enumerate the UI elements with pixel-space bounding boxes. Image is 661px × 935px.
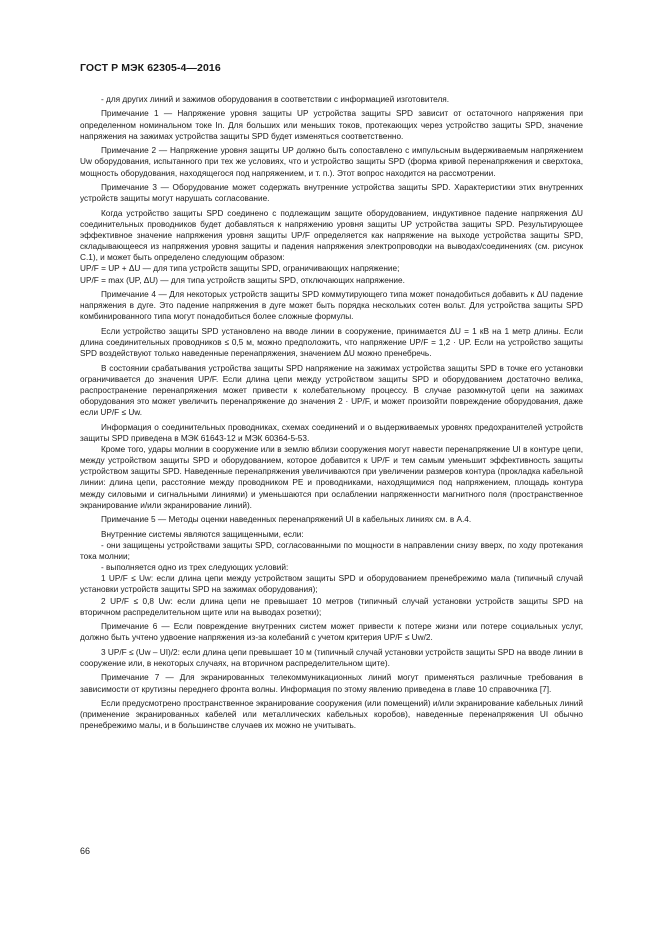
note-1: Примечание 1 — Напряжение уровня защиты UP устройства защиты SPD зависит от остаточного напряжения при определенном номинальном токе In. Для больших или меньших токов, протекающих через устройство защиты SPD, значение напряжения на зажимах устройства защиты SPD будет изменяться соответственно.: [80, 109, 583, 141]
paragraph-induced-overvoltage: Кроме того, удары молнии в сооружение или в землю вблизи сооружения могут навести перенапряжение UI в контуре цепи, между устройством защиты SPD и оборудованием, которое добавится к UP/F и тем самым уменьшит эффективность защиты устройством защиты SPD. Наведенные перенапряжения увеличиваются при увеличении размеров контура (прокладка кабельной линии: длина цепи, расстояние между проводником PE и проводниками, находящимися под напряжением, площадь контура между силовыми и сигнальными линиями) и уменьшаются при ослаблении напряженности магнитного поля (пространственное экранирование и/или экранирование линий).: [80, 444, 583, 510]
paragraph-protected-if: Внутренние системы являются защищенными, если:: [101, 529, 304, 539]
paragraph-info-reference: Информация о соединительных проводниках, схемах соединений и о выдерживаемых уровнях предохранителей устройств защиты SPD приведена в МЭК 61643-12 и МЭК 60364-5-53.: [80, 422, 583, 443]
note-5: Примечание 5 — Методы оценки наведенных перенапряжений UI в кабельных линиях см. в А.4.: [101, 515, 472, 525]
document-header: ГОСТ Р МЭК 62305-4—2016: [80, 62, 221, 74]
page-number: 66: [80, 846, 91, 856]
paragraph-line-entry: Если устройство защиты SPD установлено на вводе линии в сооружение, принимается ΔU = 1 кВ на 1 метр длины. Если длина соединительных проводников ≤ 0,5 м, можно предположить, что напряжение UP/F = 1,2 · UP. Если на устройство защиты SPD воздействуют только наведенные перенапряжения, значением ΔU можно пренебречь.: [80, 326, 583, 359]
list-item-conditions: - выполняется одно из трех следующих условий:: [101, 563, 289, 573]
condition-1: 1 UP/F ≤ Uw: если длина цепи между устройством защиты SPD и оборудованием пренебрежимо мала (типичный случай установки устройств защиты SPD на зажимах оборудования);: [80, 574, 583, 595]
note-7: Примечание 7 — Для экранированных телекоммуникационных линий могут применяться различные требования в зависимости от крутизны переднего фронта волны. Информация по этому явлению приведена в главе 10 справочника [7].: [80, 673, 583, 694]
list-item-coordinated: - они защищены устройствами защиты SPD, согласованными по мощности в направлении снизу вверх, по ходу протекания тока молнии;: [80, 540, 583, 561]
condition-2: 2 UP/F ≤ 0,8 Uw: если длина цепи не превышает 10 метров (типичный случай установки устройств защиты SPD на вторичном распределительном щите или на выводах розетки);: [80, 596, 583, 617]
note-6: Примечание 6 — Если повреждение внутренних систем может привести к потере жизни или потере социальных услуг, должно быть учтено удвоение напряжения из-за колебаний с учетом критерия UP/F ≤ Uw/2.: [80, 622, 583, 643]
paragraph-spatial-shielding: Если предусмотрено пространственное экранирование сооружения (или помещений) и/или экранирование кабельных линий (применение экранированных кабелей или металлических кабельных коробов), наведенные перенапряжения UI обычно пренебрежимо малы, и в большинстве случаев их можно не учитывать.: [80, 698, 583, 731]
note-4: Примечание 4 — Для некоторых устройств защиты SPD коммутирующего типа может понадобиться добавить к ΔU падение напряжения в дуге. Это падение напряжения в дуге может быть порядка нескольких сотен вольт. Для устройства защиты SPD комбинированного типа могут понадобиться более сложные формулы.: [80, 289, 583, 322]
formula-limiting: UP/F = UP + ΔU — для типа устройств защиты SPD, ограничивающих напряжение;: [80, 264, 400, 274]
paragraph-operating-state: В состоянии срабатывания устройства защиты SPD напряжение на зажимах устройства защиты SPD в точке его установки ограничивается до значения UP/F. Если длина цепи между устройством защиты SPD и оборудованием достаточно велика, распространение перенапряжения может привести к колебательному процессу. В случае разомкнутой цепи на зажимах оборудования это может увеличить перенапряжение до значения 2 · UP/F, и может произойти повреждение оборудования, даже если UP/F ≤ Uw.: [80, 363, 583, 418]
document-body: [80, 94, 583, 735]
note-3: Примечание 3 — Оборудование может содержать внутренние устройства защиты SPD. Характеристики этих внутренних устройств защиты могут нарушать согласование.: [80, 182, 583, 204]
condition-3: 3 UP/F ≤ (Uw – UI)/2: если длина цепи превышает 10 м (типичный случай установки устройств защиты SPD на вводе линии в сооружение или, в некоторых случаях, на вторичном распределительном щите).: [80, 647, 583, 668]
note-2: Примечание 2 — Напряжение уровня защиты UP должно быть сопоставлено с импульсным выдерживаемым напряжением Uw оборудования, испытанного при тех же условиях, что и устройство защиты SPD (форма кривой перенапряжения и сверхтока, мощность оборудования, находящегося под напряжением, и т. п.). Этот вопрос находится на рассмотрении.: [80, 146, 583, 178]
paragraph-1: - для других линий и зажимов оборудования в соответствии с информацией изготовителя.: [101, 95, 450, 104]
formula-switching: UP/F = max (UP, ΔU) — для типа устройств защиты SPD, отключающих напряжение.: [80, 275, 405, 285]
paragraph-spd-connection: Когда устройство защиты SPD соединено с подлежащим защите оборудованием, индуктивное падение напряжения ΔU соединительных проводников будет добавляться к напряжению уровня защиты UP устройства защиты SPD. Результирующее эффективное значение напряжения уровня защиты UP/F определяется как напряжение на выходе устройства защиты SPD, складывающееся из напряжения уровня защиты и падения напряжения электропроводки на выводах/соединениях (см. рисунок С.1), и может быть определено следующим образом:: [80, 208, 583, 263]
